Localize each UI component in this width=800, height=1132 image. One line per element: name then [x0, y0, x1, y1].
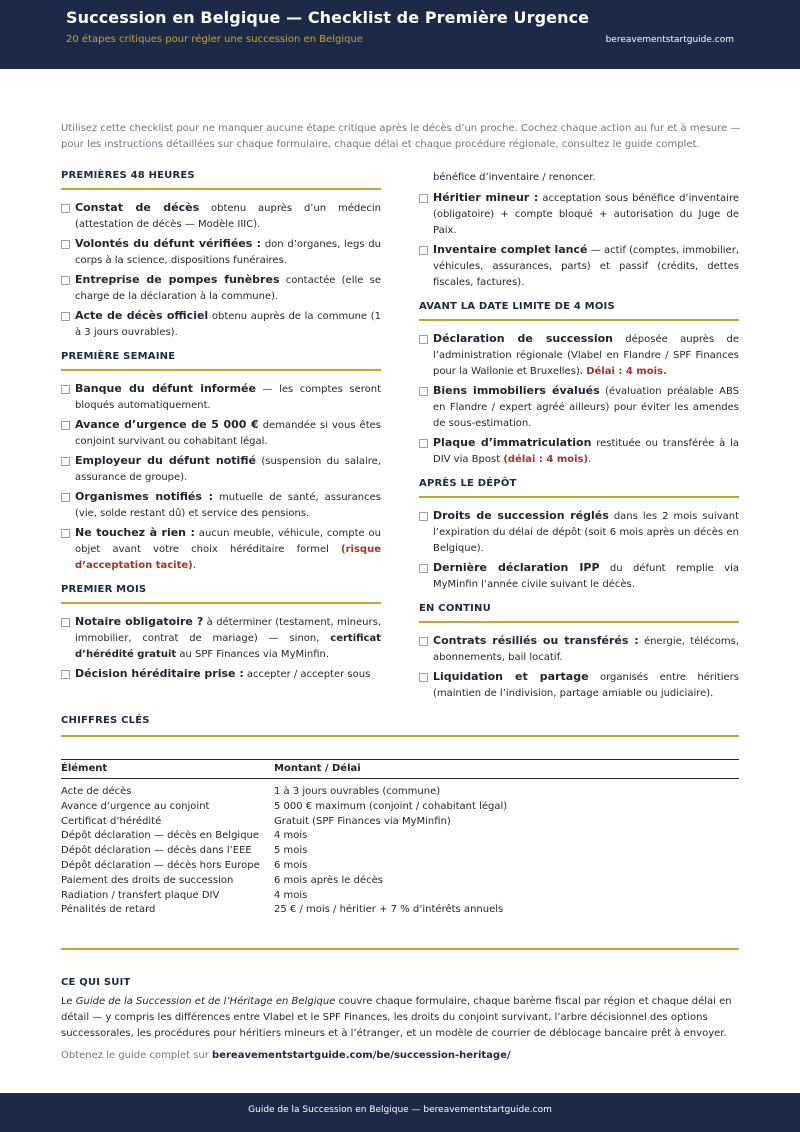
header-banner — [0, 0, 800, 69]
guide-title: Guide de la Succession et de l’Héritage en Belgique — [75, 996, 336, 1007]
cell-montant: 1 à 3 jours ouvrables (commune) — [274, 786, 441, 797]
item-label: Entreprise de pompes funèbres — [75, 273, 280, 286]
item-label: Notaire obligatoire ? — [75, 615, 204, 628]
item-label: Banque du défunt informée — [75, 382, 256, 395]
cell-montant: 6 mois — [274, 859, 308, 871]
intro-text: Utilisez cette checklist pour ne manquer aucune étape critique après le décès d’un proche. Cochez chaque action au fur et à mesure — pour les instructions détaillées sur chaque formulaire, chaque délai et chaque procédure régionale, consultez le guide complet. — [61, 123, 741, 150]
next-paragraph — [61, 994, 741, 1042]
checklist-item — [419, 331, 739, 380]
section-title-next: CE QUI SUIT — [61, 977, 131, 988]
checklist-item — [419, 435, 739, 468]
cell-element: Acte de décès — [61, 786, 132, 797]
checklist-item — [61, 236, 381, 269]
cell-element: Dépôt déclaration — décès dans l’EEE — [61, 845, 252, 857]
checklist-mois-continued — [419, 190, 739, 291]
checkbox[interactable] — [61, 204, 70, 213]
section-rule — [61, 735, 739, 737]
checklist-item — [419, 508, 739, 557]
item-label: Biens immobiliers évalués — [433, 384, 600, 397]
cell-element: Dépôt déclaration — décès en Belgique — [61, 830, 260, 842]
item-label: Héritier mineur : — [433, 191, 539, 204]
table-row — [61, 889, 739, 904]
cell-element: Pénalités de retard — [61, 904, 156, 916]
checkbox[interactable] — [61, 618, 70, 627]
cell-element: Dépôt déclaration — décès hors Europe — [61, 859, 260, 871]
item-text: — les comptes seront bloqués automatiquement. — [75, 384, 381, 411]
section-title-4-mois: AVANT LA DATE LIMITE DE 4 MOIS — [419, 301, 615, 312]
item-label: Avance d’urgence de 5 000 € — [75, 418, 259, 431]
checklist-item — [419, 633, 739, 666]
guide-link-paragraph — [61, 1048, 741, 1064]
checklist-item — [61, 272, 381, 305]
column-header-montant: Montant / Délai — [274, 760, 739, 779]
item-text-end: . — [588, 454, 592, 465]
continued-text: bénéfice d’inventaire / renoncer. — [433, 172, 596, 183]
item-text: déposée auprès de l’administration régionale (Vlabel en Flandre / SPF Finances pour la Wallonie et Bruxelles). — [433, 334, 739, 377]
item-label: Inventaire complet lancé — [433, 243, 588, 256]
item-text: (évaluation préalable ABS en Flandre / expert agréé ailleurs) pour éviter les amendes de sous-estimation. — [433, 386, 739, 429]
checkbox[interactable] — [419, 439, 428, 448]
checkbox[interactable] — [61, 421, 70, 430]
item-emphasis: certificat d’hérédité gratuit — [75, 633, 381, 660]
checklist-item — [61, 489, 381, 522]
section-title-48h: PREMIÈRES 48 HEURES — [61, 170, 195, 181]
section-rule — [419, 319, 739, 321]
cell-element: Certificat d’hérédité — [61, 815, 162, 827]
item-text: obtenu auprès d’un médecin (attestation de décès — Modèle IIIC). — [75, 203, 381, 230]
checklist-item — [61, 525, 381, 574]
column-header-element: Élément — [61, 760, 274, 779]
checklist-item — [419, 242, 739, 291]
checklist-item — [61, 417, 381, 450]
item-text: restituée ou transférée à la DIV via Bpost — [433, 438, 739, 465]
checkbox[interactable] — [61, 276, 70, 285]
item-label: Constat de décès — [75, 201, 200, 214]
checklist-mois — [61, 614, 381, 683]
item-label: Contrats résiliés ou transférés : — [433, 634, 639, 647]
section-rule — [419, 496, 739, 498]
checklist-depot — [419, 508, 739, 593]
item-label: Acte de décès officiel — [75, 309, 209, 322]
cell-montant: 6 mois après le décès — [274, 874, 383, 886]
item-deadline: Délai : 4 mois. — [586, 366, 667, 377]
cell-montant: Gratuit (SPF Finances via MyMinfin) — [274, 815, 451, 827]
checkbox[interactable] — [419, 335, 428, 344]
checkbox[interactable] — [61, 529, 70, 538]
section-title-depot: APRÈS LE DÉPÔT — [419, 478, 517, 489]
section-title-chiffres: CHIFFRES CLÉS — [61, 715, 150, 726]
table-row — [61, 779, 739, 800]
item-label: Dernière déclaration IPP — [433, 561, 600, 574]
checklist-item — [61, 453, 381, 486]
checklist-item — [419, 560, 739, 593]
item-text: énergie, télécoms, abonnements, bail locatif. — [433, 636, 739, 663]
guide-link[interactable]: bereavementstartguide.com/be/succession-heritage/ — [212, 1050, 511, 1061]
item-label: Déclaration de succession — [433, 332, 613, 345]
cell-montant: 5 mois — [274, 845, 308, 857]
checklist-4-mois — [419, 331, 739, 468]
section-rule — [61, 602, 381, 604]
checklist-item — [419, 190, 739, 239]
checkbox[interactable] — [419, 512, 428, 521]
right-column — [419, 170, 739, 705]
checkbox[interactable] — [61, 385, 70, 394]
item-text: mutuelle de santé, assurances (vie, solde restant dû) et service des pensions. — [75, 492, 381, 519]
next-text: Le — [61, 996, 76, 1007]
item-text: du défunt remplie via MyMinfin l’année civile suivant le décès. — [433, 563, 740, 590]
next-text: couvre chaque formulaire, chaque barème fiscal par région et chaque délai en détail — y compris les différences entre Vlabel et le SPF Finances, les droits du conjoint survivant, l’arbre décisionnel des options successorales, les procédures pour héritiers mineurs et à l’étranger, et un modèle de courrier de déblocage bancaire prêt à envoyer. — [61, 996, 732, 1039]
item-text: dans les 2 mois suivant l’expiration du délai de dépôt (soit 6 mois après un décès en Belgique). — [433, 511, 739, 554]
checkbox[interactable] — [61, 493, 70, 502]
checkbox[interactable] — [419, 637, 428, 646]
section-rule — [61, 948, 739, 950]
section-title-continu: EN CONTINU — [419, 603, 491, 614]
item-label: Employeur du défunt notifié — [75, 454, 256, 467]
key-figures — [61, 715, 739, 918]
checklist-item — [61, 666, 381, 683]
checklist-item — [61, 200, 381, 233]
table-row — [61, 903, 739, 918]
item-text: obtenu auprès de la commune (1 à 3 jours ouvrables). — [75, 311, 381, 338]
item-label: Droits de succession réglés — [433, 509, 609, 522]
item-text-end: . — [192, 560, 196, 571]
checkbox[interactable] — [61, 670, 70, 679]
checkbox[interactable] — [419, 387, 428, 396]
item-label: Ne touchez à rien : — [75, 526, 195, 539]
item-text: à déterminer (testament, mineurs, immobilier, contrat de mariage) — sinon, — [75, 617, 381, 644]
page-subtitle: 20 étapes critiques pour régler une succession en Belgique — [66, 34, 363, 45]
item-text: (suspension du salaire, assurance de groupe). — [75, 456, 381, 483]
checklist-continu — [419, 633, 739, 702]
next-section — [61, 977, 741, 1064]
cell-montant: 4 mois — [274, 830, 308, 842]
section-title-mois: PREMIER MOIS — [61, 584, 147, 595]
cell-montant: 25 € / mois / héritier + 7 % d’intérêts annuels — [274, 904, 504, 916]
item-label: Volontés du défunt vérifiées : — [75, 237, 262, 250]
item-text: contactée (elle se charge de la déclaration à la commune). — [75, 275, 381, 302]
table-row — [61, 815, 739, 830]
cell-montant: 5 000 € maximum (conjoint / cohabitant légal) — [274, 800, 508, 812]
item-text: acceptation sous bénéfice d’inventaire (obligatoire) + compte bloqué + autorisation du Juge de Paix. — [433, 193, 739, 236]
site-url[interactable]: bereavementstartguide.com — [605, 35, 734, 45]
checkbox[interactable] — [61, 457, 70, 466]
table-row — [61, 829, 739, 844]
checklist-item — [61, 614, 381, 663]
item-text: aucun meuble, véhicule, compte ou objet avant votre choix héréditaire formel — [75, 528, 381, 555]
page-title: Succession en Belgique — Checklist de Première Urgence — [66, 8, 590, 27]
item-text: accepter / accepter sous — [243, 669, 371, 680]
item-label: Décision héréditaire prise : — [75, 667, 244, 680]
checkbox[interactable] — [419, 564, 428, 573]
item-text: don d’organes, legs du corps à la science, dispositions funéraires. — [75, 239, 381, 266]
item-text-end: au SPF Finances via MyMinfin. — [176, 649, 330, 660]
key-figures-table — [61, 759, 739, 918]
checklist-item — [419, 669, 739, 702]
checklist-item — [61, 381, 381, 414]
item-deadline: (délai : 4 mois) — [503, 454, 589, 465]
item-label: Organismes notifiés : — [75, 490, 213, 503]
checklist-semaine — [61, 381, 381, 574]
item-text: — actif (comptes, immobilier, véhicules, assurances, parts) et passif (crédits, dettes fiscales, factures). — [433, 245, 739, 288]
section-rule — [419, 621, 739, 623]
checkbox[interactable] — [61, 312, 70, 321]
table-row — [61, 800, 739, 815]
section-rule — [61, 369, 381, 371]
cell-element: Paiement des droits de succession — [61, 874, 234, 886]
section-rule — [61, 188, 381, 190]
cell-montant: 4 mois — [274, 889, 308, 901]
checkbox[interactable] — [419, 246, 428, 255]
item-label: Liquidation et partage — [433, 670, 589, 683]
item-label: Plaque d’immatriculation — [433, 436, 592, 449]
table-row — [61, 859, 739, 874]
item-text: organisés entre héritiers (maintien de l’indivision, partage amiable ou judiciaire). — [433, 672, 739, 699]
table-row — [61, 844, 739, 859]
link-prefix: Obtenez le guide complet sur — [61, 1050, 213, 1061]
checkbox[interactable] — [419, 194, 428, 203]
item-text: demandée si vous êtes conjoint survivant ou cohabitant légal. — [75, 420, 381, 447]
table-row — [61, 874, 739, 889]
left-column — [61, 170, 381, 686]
cell-element: Radiation / transfert plaque DIV — [61, 889, 220, 901]
checkbox[interactable] — [419, 673, 428, 682]
cell-element: Avance d’urgence au conjoint — [61, 800, 210, 812]
checklist-item — [419, 383, 739, 432]
checklist-48h — [61, 200, 381, 341]
checkbox[interactable] — [61, 240, 70, 249]
checklist-item — [61, 308, 381, 341]
section-title-semaine: PREMIÈRE SEMAINE — [61, 351, 176, 362]
footer: Guide de la Succession en Belgique — bereavementstartguide.com — [0, 1093, 800, 1132]
item-deadline: (risque d’acceptation tacite) — [75, 544, 381, 571]
table-header-row — [61, 760, 739, 779]
